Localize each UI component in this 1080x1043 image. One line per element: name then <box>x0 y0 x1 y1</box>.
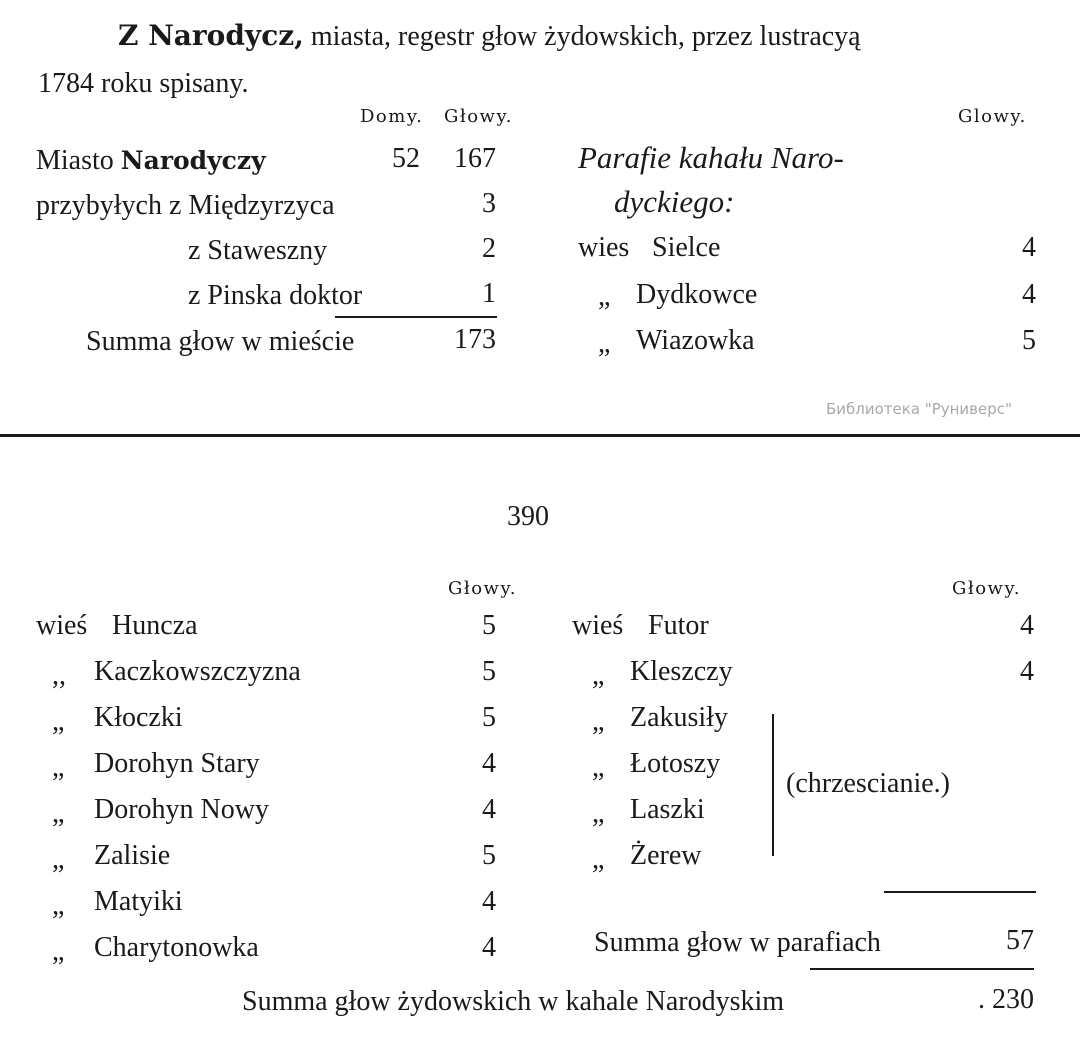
village-left-name: Kłoczki <box>94 702 183 733</box>
village-right-prefix: wieś <box>572 610 624 641</box>
sum-rule-top <box>335 316 497 318</box>
village-left-prefix: „ <box>52 890 65 921</box>
parish-dydkowce-value: 4 <box>1022 279 1036 310</box>
village-right-value: 4 <box>1020 610 1034 641</box>
village-left-prefix: „ <box>52 798 65 829</box>
row-miasto-glowy: 167 <box>454 143 496 174</box>
parish-dydkowce-prefix: „ <box>598 281 611 312</box>
total-rule <box>810 968 1034 970</box>
village-left-prefix: ,, <box>52 660 66 691</box>
page-number: 390 <box>507 501 549 532</box>
village-right-prefix: „ <box>592 752 605 783</box>
village-left-value: 4 <box>482 886 496 917</box>
sum-town-label: Summa głow w mieście <box>86 326 355 357</box>
intro-line-2: 1784 roku spisany. <box>38 68 249 99</box>
row-staweszny-glowy: 2 <box>482 233 496 264</box>
village-left-name: Kaczkowszczyzna <box>94 656 301 687</box>
parish-wiazowka-value: 5 <box>1022 325 1036 356</box>
row-miedzyrzyca-label: przybyłych z Międzyrzyca <box>36 190 335 221</box>
village-left-name: Matyiki <box>94 886 183 917</box>
row-pinsk-label: z Pinska doktor <box>188 280 363 311</box>
row-miedzyrzyca-glowy: 3 <box>482 188 496 219</box>
village-right-name: Żerew <box>630 840 702 871</box>
village-left-prefix: „ <box>52 752 65 783</box>
intro-line-1 <box>118 19 861 52</box>
village-left-name: Dorohyn Nowy <box>94 794 269 825</box>
village-right-value: 4 <box>1020 656 1034 687</box>
village-left-prefix: wieś <box>36 610 88 641</box>
village-right-name: Łotoszy <box>630 748 721 779</box>
section-divider <box>0 434 1080 437</box>
watermark: Библиотека "Руниверс" <box>826 400 1012 418</box>
village-right-prefix: „ <box>592 706 605 737</box>
header-glowy-right: Glowy. <box>958 106 1027 127</box>
village-right-name: Futor <box>648 610 709 641</box>
village-right-prefix: „ <box>592 798 605 829</box>
village-right-prefix: „ <box>592 844 605 875</box>
brace-note: (chrzescianie.) <box>786 768 950 799</box>
parish-title-2: dyckiego: <box>614 184 735 219</box>
header-glowy-left: Głowy. <box>444 106 513 127</box>
village-right-name: Zakusiły <box>630 702 728 733</box>
village-left-prefix: „ <box>52 706 65 737</box>
header-glowy-bottom-left: Głowy. <box>448 578 517 599</box>
village-left-value: 5 <box>482 702 496 733</box>
village-left-value: 4 <box>482 794 496 825</box>
village-left-value: 5 <box>482 840 496 871</box>
village-left-prefix: „ <box>52 936 65 967</box>
parish-sielce-name: Sielce <box>652 232 721 263</box>
row-miasto-name: Narodyczy <box>120 146 266 175</box>
row-miasto-domy: 52 <box>392 143 420 174</box>
sum-town-value: 173 <box>454 324 496 355</box>
row-miasto-prefix: Miasto <box>36 145 121 176</box>
parish-title-1: Parafie kahału Naro- <box>578 140 844 175</box>
parish-sum-rule <box>884 891 1036 893</box>
village-right-name: Kleszczy <box>630 656 733 687</box>
village-left-prefix: „ <box>52 844 65 875</box>
village-left-value: 4 <box>482 748 496 779</box>
village-left-name: Dorohyn Stary <box>94 748 260 779</box>
header-glowy-bottom-right: Głowy. <box>952 578 1021 599</box>
parish-sielce-prefix: wies <box>578 232 630 263</box>
total-label: Summa głow żydowskich w kahale Narodyskim <box>242 986 785 1017</box>
total-value: . 230 <box>978 984 1034 1015</box>
brace-line <box>772 714 774 856</box>
row-staweszny-label: z Staweszny <box>188 235 328 266</box>
row-pinsk-glowy: 1 <box>482 278 496 309</box>
village-left-name: Charytonowka <box>94 932 259 963</box>
village-left-value: 5 <box>482 610 496 641</box>
village-right-prefix: „ <box>592 660 605 691</box>
parish-sum-value: 57 <box>1006 925 1034 956</box>
village-left-value: 4 <box>482 932 496 963</box>
village-left-value: 5 <box>482 656 496 687</box>
parish-wiazowka-name: Wiazowka <box>636 325 755 356</box>
village-left-name: Huncza <box>112 610 198 641</box>
parish-dydkowce-name: Dydkowce <box>636 279 758 310</box>
intro-text: miasta, regestr głow żydowskich, przez lustracyą <box>303 21 861 52</box>
parish-wiazowka-prefix: „ <box>598 328 611 359</box>
village-right-name: Laszki <box>630 794 705 825</box>
parish-sielce-value: 4 <box>1022 232 1036 263</box>
intro-town-name: Z Narodycz, <box>118 19 304 52</box>
row-miasto-label <box>36 147 266 175</box>
header-domy: Domy. <box>360 106 424 127</box>
parish-sum-label: Summa głow w parafiach <box>594 927 881 958</box>
village-left-name: Zalisie <box>94 840 171 871</box>
